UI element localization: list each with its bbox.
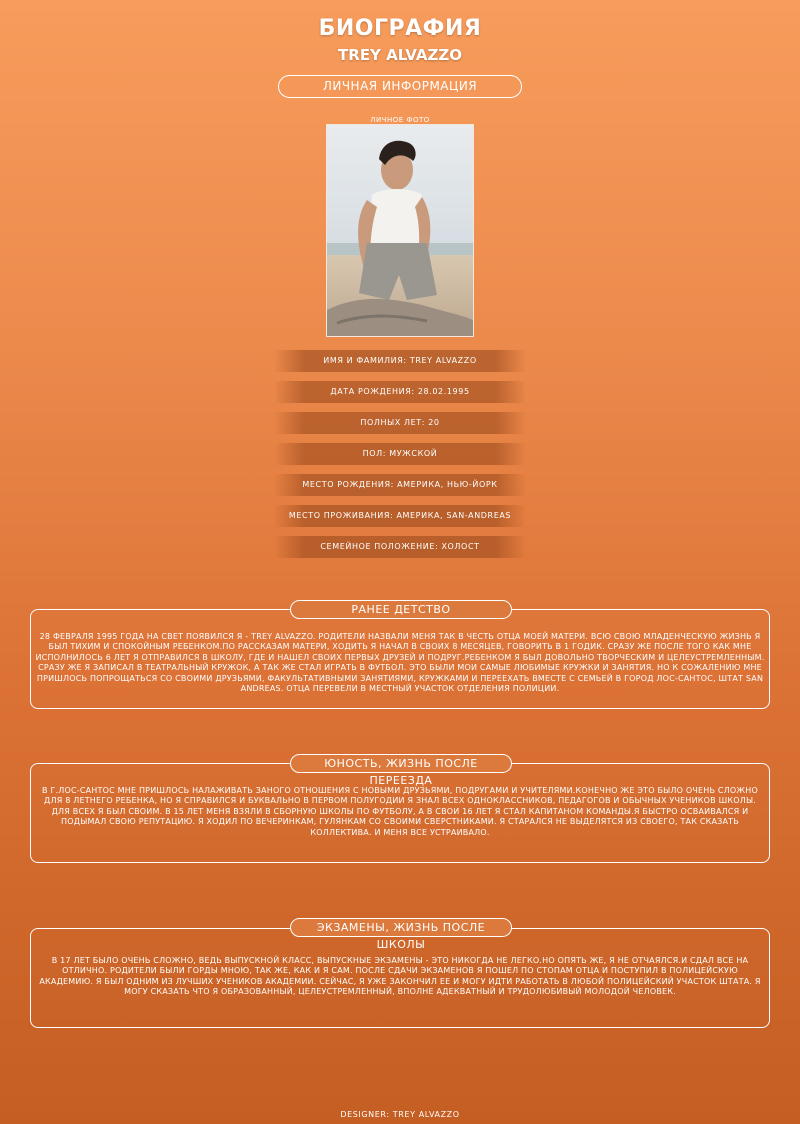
info-full-name: ИМЯ И ФАМИЛИЯ: TREY ALVAZZO (274, 350, 526, 372)
personal-info-heading: ЛИЧНАЯ ИНФОРМАЦИЯ (278, 75, 522, 98)
info-birth-date: ДАТА РОЖДЕНИЯ: 28.02.1995 (274, 381, 526, 403)
section-text-early-childhood: 28 ФЕВРАЛЯ 1995 ГОДА НА СВЕТ ПОЯВИЛСЯ Я - TREY ALVAZZO. РОДИТЕЛИ НАЗВАЛИ МЕНЯ ТАК В ЧЕСТЬ ОТЦА МОЕЙ МАТЕРИ. ВСЮ СВОЮ МЛАДЕНЧЕСКУЮ ЖИЗНЬ Я БЫЛ ТИХИМ И СПОКОЙНЫМ РЕБЕНКОМ.ПО РАССКАЗАМ МАТЕРИ, ХОДИТЬ Я НАЧАЛ В СВОИХ 8 МЕСЯЦЕВ, ГОВОРИТЬ В 1 ГОДИК. СРАЗУ ЖЕ ПОСЛЕ ТОГО КАК МНЕ ИСПОЛНИЛОСЬ 6 ЛЕТ Я ОТПРАВИЛСЯ В ШКОЛУ, ГДЕ И НАШЕЛ СВОИХ ПЕРВЫХ ДРУЗЕЙ И ПОДРУГ.РЕБЕНКОМ Я БЫЛ ДОВОЛЬНО ТВОРЧЕСКИМ И ЦЕЛЕУСТРЕМЛЕННЫМ. СРАЗУ ЖЕ Я ЗАПИСАЛ В ТЕАТРАЛЬНЫЙ КРУЖОК, А ТАК ЖЕ СТАЛ ИГРАТЬ В ФУТБОЛ. ЭТО БЫЛИ МОИ САМЫЕ ЛЮБИМЫЕ КРУЖКИ И ЗАНЯТИЯ. НО К СОЖАЛЕНИЮ МНЕ ПРИШЛОСЬ ПОПРОЩАТЬСЯ СО СВОИМИ ДРУЗЬЯМИ, ФАКУЛЬТАТИВНЫМИ ЗАНЯТИЯМИ, КРУЖКАМИ И ПЕРЕЕХАТЬ ВМЕСТЕ С СЕМЬЕЙ В ГОРОД ЛОС-САНТОС, ШТАТ SAN ANDREAS. ОТЦА ПЕРЕВЕЛИ В МЕСТНЫЙ УЧАСТОК ОТДЕЛЕНИЯ ПОЛИЦИИ. (35, 632, 765, 694)
designer-credit: DESIGNER: TREY ALVAZZO (340, 1110, 460, 1119)
section-text-exams: В 17 ЛЕТ БЫЛО ОЧЕНЬ СЛОЖНО, ВЕДЬ ВЫПУСКНОЙ КЛАСС, ВЫПУСКНЫЕ ЭКЗАМЕНЫ - ЭТО НИКОГДА НЕ ЛЕГКО.НО ОПЯТЬ ЖЕ, Я НЕ ОТЧАЯЛСЯ.И СДАЛ ВСЕ НА ОТЛИЧНО. РОДИТЕЛИ БЫЛИ ГОРДЫ МНОЮ, ТАК ЖЕ, КАК И Я САМ. ПОСЛЕ СДАЧИ ЭКЗАМЕНОВ Я ПОШЕЛ ПО СТОПАМ ОТЦА И ПОСТУПИЛ В ПОЛИЦЕЙСКУЮ АКАДЕМИЮ. Я БЫЛ ОДНИМ ИЗ ЛУЧШИХ УЧЕНИКОВ АКАДЕМИИ. СЕЙЧАС, Я УЖЕ ЗАКОНЧИЛ ЕЕ И МОГУ ИДТИ РАБОТАТЬ В ЛЮБОЙ ПОЛИЦЕЙСКИЙ УЧАСТОК ШТАТА. Я МОГУ СКАЗАТЬ ЧТО Я ОБРАЗОВАННЫЙ, ЦЕЛЕУСТРЕМЛЕННЫЙ, ВПОЛНЕ АДЕКВАТНЫЙ И ТРУДОЛЮБИВЫЙ МОЛОДОЙ ЧЕЛОВЕК. (39, 956, 761, 997)
section-heading-exams: ЭКЗАМЕНЫ, ЖИЗНЬ ПОСЛЕ ШКОЛЫ (290, 918, 512, 937)
page-title: БИОГРАФИЯ (318, 16, 482, 41)
info-marital-status: СЕМЕЙНОЕ ПОЛОЖЕНИЕ: ХОЛОСТ (274, 536, 526, 558)
info-residence: МЕСТО ПРОЖИВАНИЯ: АМЕРИКА, SAN-ANDREAS (274, 505, 526, 527)
section-text-youth: В Г.ЛОС-САНТОС МНЕ ПРИШЛОСЬ НАЛАЖИВАТЬ ЗАНОГО ОТНОШЕНИЯ С НОВЫМИ ДРУЗЬЯМИ, ПОДРУГАМИ И УЧИТЕЛЯМИ.КОНЕЧНО ЖЕ ЭТО БЫЛО ОЧЕНЬ СЛОЖНО ДЛЯ 8 ЛЕТНЕГО РЕБЕНКА, НО Я СПРАВИЛСЯ И БУКВАЛЬНО В ПЕРВОМ ПОЛУГОДИИ Я ЗНАЛ ВСЕХ ОДНОКЛАССНИКОВ, ПЕДАГОГОВ И ОБЫЧНЫХ УЧЕНИКОВ ШКОЛЫ. ДЛЯ ВСЕХ Я БЫЛ СВОИМ. В 15 ЛЕТ МЕНЯ ВЗЯЛИ В СБОРНУЮ ШКОЛЫ ПО ФУТБОЛУ, А В СВОИ 16 ЛЕТ Я СТАЛ КАПИТАНОМ КОМАНДЫ.Я БЫСТРО ОСВАИВАЛСЯ И ПОДЫМАЛ СВОЮ РЕПУТАЦИЮ. Я ХОДИЛ ПО ВЕЧЕРИНКАМ, ГУЛЯНКАМ СО СВОИМИ СВЕРСТНИКАМИ. Я СТАРАЛСЯ НЕ ВЫДЕЛЯТСЯ ИЗ СВОЕГО, ТАК СКАЗАТЬ КОЛЛЕКТИВА. И МЕНЯ ВСЕ УСТРАИВАЛО. (42, 786, 758, 837)
info-gender: ПОЛ: МУЖСКОЙ (274, 443, 526, 465)
page-subtitle: TREY ALVAZZO (338, 46, 462, 64)
info-birthplace: МЕСТО РОЖДЕНИЯ: АМЕРИКА, НЬЮ-ЙОРК (274, 474, 526, 496)
info-age: ПОЛНЫХ ЛЕТ: 20 (274, 412, 526, 434)
section-heading-youth: ЮНОСТЬ, ЖИЗНЬ ПОСЛЕ ПЕРЕЕЗДА (290, 754, 512, 773)
photo-label: ЛИЧНОЕ ФОТО (370, 116, 430, 124)
profile-photo (326, 124, 474, 337)
section-heading-early-childhood: РАНЕЕ ДЕТСТВО (290, 600, 512, 619)
